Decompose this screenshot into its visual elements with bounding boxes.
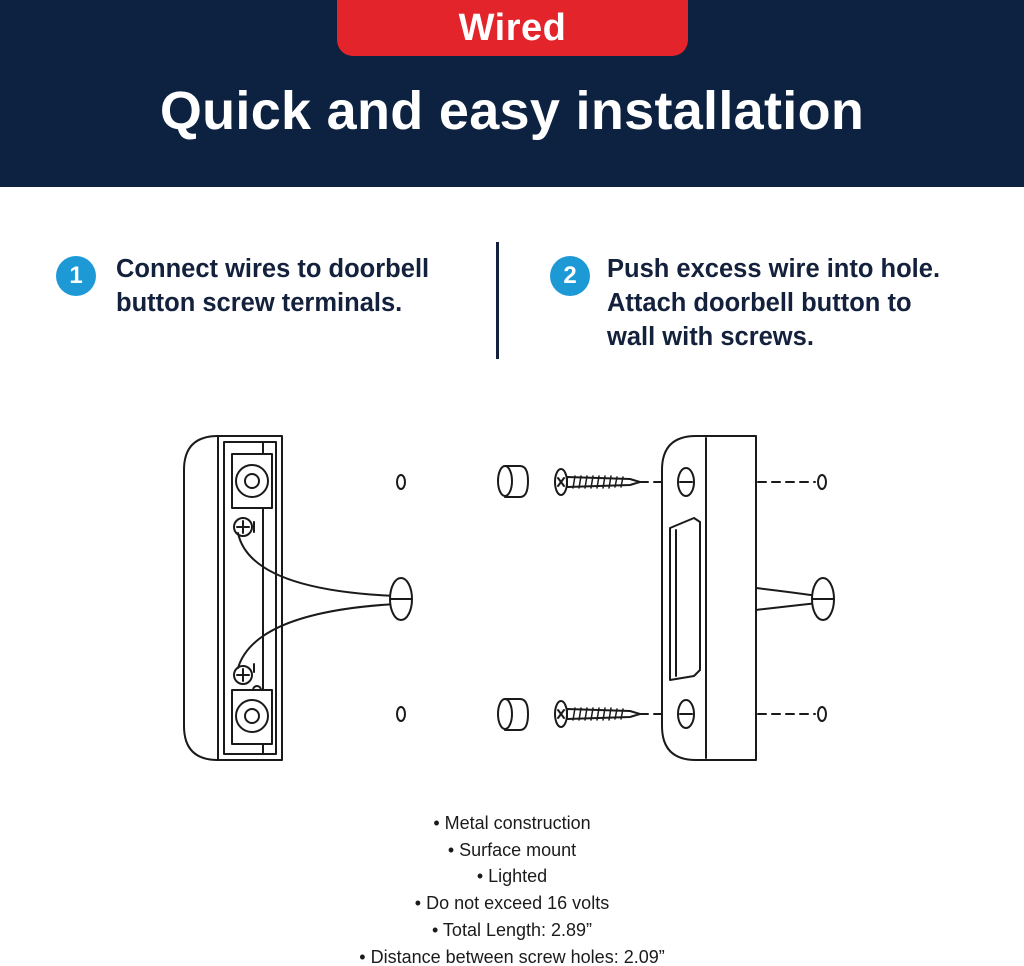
feature-item: • Distance between screw holes: 2.09” <box>359 946 665 966</box>
doorbell-back-illustration <box>184 436 412 760</box>
feature-item: • Total Length: 2.89” <box>431 919 593 940</box>
doorbell-mounting-illustration <box>498 436 834 760</box>
step-2-text <box>607 252 940 354</box>
page-title: Quick and easy installation <box>159 81 865 141</box>
step-2-line-3: wall with screws. <box>607 323 814 351</box>
step-2-line-2: Attach doorbell button to <box>607 289 912 317</box>
step-1-line-1: Connect wires to doorbell <box>116 255 430 283</box>
installation-diagram <box>0 380 1024 800</box>
feature-item: • Metal construction <box>433 813 591 833</box>
step-1-number-badge: 1 <box>56 256 96 296</box>
step-1-text <box>116 252 429 320</box>
feature-item: • Do not exceed 16 volts <box>414 893 610 914</box>
step-2-line-1: Push excess wire into hole. <box>607 255 941 283</box>
step-1-line-2: button screw terminals. <box>116 289 403 317</box>
step-2-number-badge: 2 <box>550 256 590 296</box>
feature-item: • Lighted <box>476 866 548 887</box>
header-banner <box>0 0 1024 187</box>
step-divider <box>496 242 499 359</box>
feature-item: • Surface mount <box>447 839 577 860</box>
wired-badge: Wired <box>337 0 688 56</box>
feature-list <box>0 810 1024 966</box>
